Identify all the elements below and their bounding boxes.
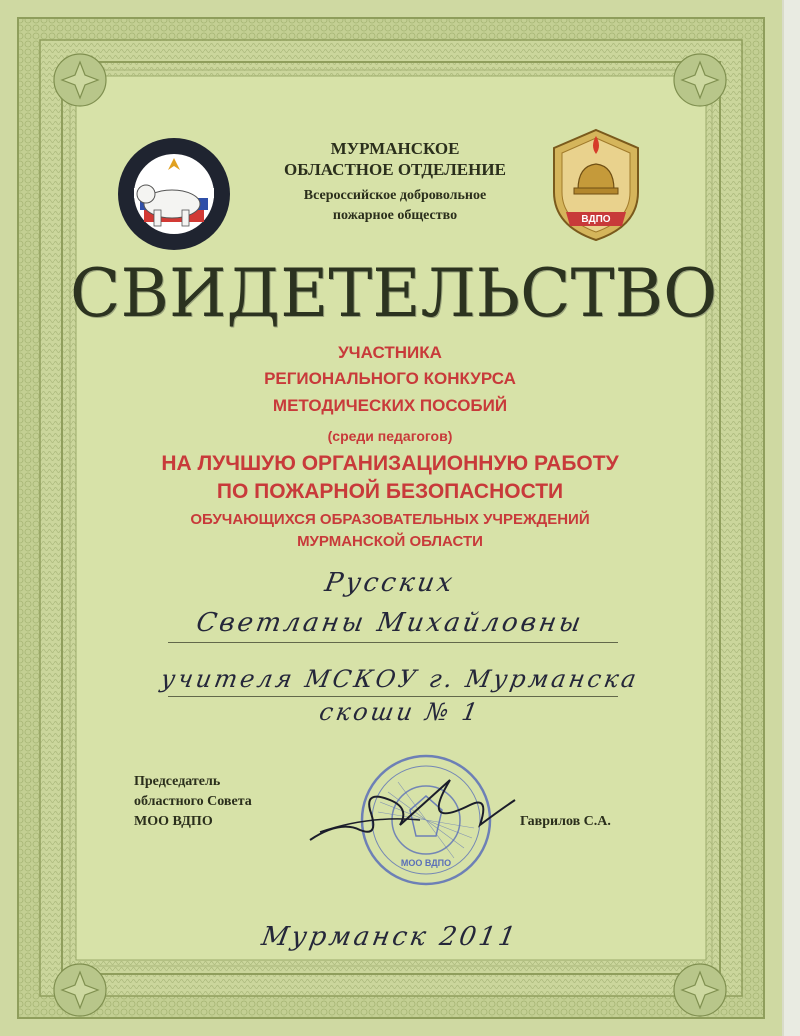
polar-bear-emblem-icon	[116, 136, 232, 252]
signatory-line-1: Председатель	[134, 774, 221, 789]
signatory-line-3: МОО ВДПО	[134, 814, 213, 829]
subtitle-line-6: ПО ПОЖАРНОЙ БЕЗОПАСНОСТИ	[216, 480, 564, 503]
org-line-4: пожарное общество	[332, 208, 458, 223]
recipient-name: Светланы Михайловны	[194, 608, 586, 638]
right-logo-banner-text: ВДПО	[581, 214, 611, 225]
org-line-1: МУРМАНСКОЕ	[330, 139, 460, 158]
subtitle-line-1: УЧАСТНИКА	[338, 343, 442, 362]
place-date: Мурманск 2011	[259, 922, 521, 952]
fire-helmet-emblem-icon	[548, 126, 644, 244]
name-underline	[168, 642, 618, 643]
signatory-title	[134, 772, 252, 832]
recipient-surname: Русских	[322, 568, 458, 598]
subtitle-line-3: МЕТОДИЧЕСКИХ ПОСОБИЙ	[272, 396, 508, 415]
org-line-3: Всероссийское добровольное	[303, 188, 487, 203]
recipient-school: скоши № 1	[317, 698, 483, 726]
subtitle-line-7: ОБУЧАЮЩИХСЯ ОБРАЗОВАТЕЛЬНЫХ УЧРЕЖДЕНИЙ	[190, 511, 590, 528]
subtitle-line-4: (среди педагогов)	[327, 428, 453, 444]
signatory-name: Гаврилов С.А.	[520, 814, 611, 829]
position-underline	[168, 696, 618, 697]
subtitle-line-8: МУРМАНСКОЙ ОБЛАСТИ	[297, 533, 483, 550]
handwritten-signature-icon	[300, 770, 520, 850]
recipient-position: учителя МСКОУ г. Мурманска	[158, 665, 642, 693]
subtitle-line-5: НА ЛУЧШУЮ ОРГАНИЗАЦИОННУЮ РАБОТУ	[161, 452, 619, 475]
signatory-line-2: областного Совета	[134, 794, 252, 809]
org-line-2: ОБЛАСТНОЕ ОТДЕЛЕНИЕ	[284, 160, 506, 179]
stamp-text: МОО ВДПО	[400, 858, 452, 868]
certificate-title: СВИДЕТЕЛЬСТВО	[70, 255, 718, 332]
subtitle-line-2: РЕГИОНАЛЬНОГО КОНКУРСА	[264, 369, 516, 388]
